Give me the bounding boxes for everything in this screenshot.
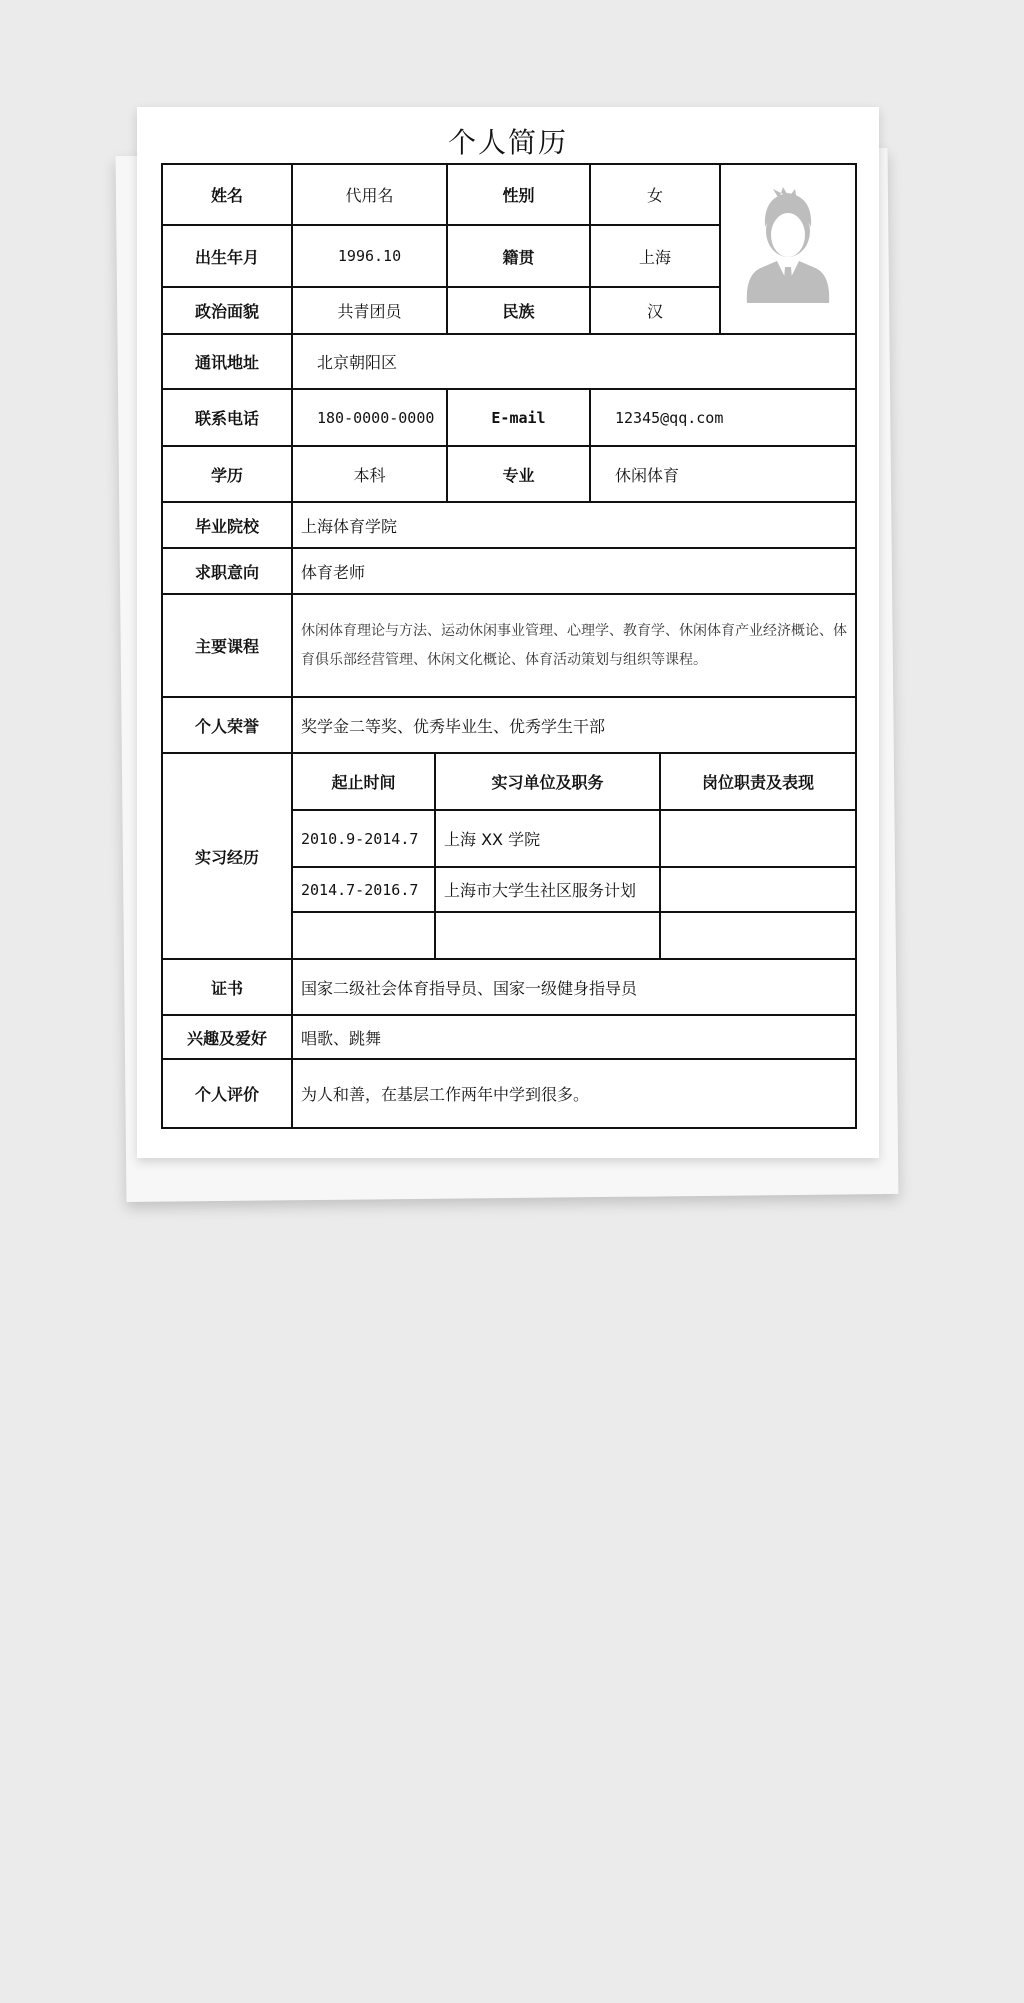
origin-value: 上海 <box>590 225 720 287</box>
certificates-label: 证书 <box>162 959 292 1015</box>
internship-period: 2010.9-2014.7 <box>293 810 435 867</box>
resume-page <box>137 107 879 1158</box>
education-label: 学历 <box>162 446 292 502</box>
courses-value: 休闲体育理论与方法、运动休闲事业管理、心理学、教育学、休闲体育产业经济概论、体育俱乐部经营管理、休闲文化概论、体育活动策划与组织等课程。 <box>292 594 856 697</box>
hobbies-value: 唱歌、跳舞 <box>292 1015 856 1059</box>
hobbies-label: 兴趣及爱好 <box>162 1015 292 1059</box>
school-label: 毕业院校 <box>162 502 292 548</box>
internship-header-unit: 实习单位及职务 <box>435 754 660 810</box>
political-label: 政治面貌 <box>162 287 292 334</box>
resume-table <box>161 163 857 1129</box>
gender-value: 女 <box>590 164 720 225</box>
gender-label: 性别 <box>447 164 590 225</box>
ethnicity-value: 汉 <box>590 287 720 334</box>
major-value: 休闲体育 <box>590 446 856 502</box>
objective-label: 求职意向 <box>162 548 292 594</box>
name-label: 姓名 <box>162 164 292 225</box>
address-label: 通讯地址 <box>162 334 292 389</box>
honors-value: 奖学金二等奖、优秀毕业生、优秀学生干部 <box>292 697 856 753</box>
internship-period <box>293 912 435 958</box>
photo-cell <box>720 164 856 334</box>
certificates-value: 国家二级社会体育指导员、国家一级健身指导员 <box>292 959 856 1015</box>
courses-label: 主要课程 <box>162 594 292 697</box>
internship-header-duties: 岗位职责及表现 <box>660 754 855 810</box>
page-title: 个人简历 <box>447 126 568 159</box>
address-value: 北京朝阳区 <box>292 334 856 389</box>
table-row <box>293 810 855 867</box>
table-row <box>293 912 855 958</box>
internship-period: 2014.7-2016.7 <box>293 867 435 912</box>
internship-duties <box>660 810 855 867</box>
avatar-icon <box>743 187 833 307</box>
objective-value: 体育老师 <box>292 548 856 594</box>
email-value: 12345@qq.com <box>590 389 856 446</box>
political-value: 共青团员 <box>292 287 447 334</box>
school-value: 上海体育学院 <box>292 502 856 548</box>
internship-unit: 上海 XX 学院 <box>435 810 660 867</box>
internship-unit: 上海市大学生社区服务计划 <box>435 867 660 912</box>
internship-cell <box>292 753 856 959</box>
internship-table <box>293 754 855 958</box>
internship-duties <box>660 867 855 912</box>
internship-unit <box>435 912 660 958</box>
internship-duties <box>660 912 855 958</box>
email-label: E-mail <box>447 389 590 446</box>
origin-label: 籍贯 <box>447 225 590 287</box>
ethnicity-label: 民族 <box>447 287 590 334</box>
phone-value: 180-0000-0000 <box>292 389 447 446</box>
internship-header-period: 起止时间 <box>293 754 435 810</box>
evaluation-label: 个人评价 <box>162 1059 292 1128</box>
birth-label: 出生年月 <box>162 225 292 287</box>
evaluation-value: 为人和善，在基层工作两年中学到很多。 <box>292 1059 856 1128</box>
name-value: 代用名 <box>292 164 447 225</box>
major-label: 专业 <box>447 446 590 502</box>
honors-label: 个人荣誉 <box>162 697 292 753</box>
education-value: 本科 <box>292 446 447 502</box>
internship-label: 实习经历 <box>162 753 292 959</box>
birth-value: 1996.10 <box>292 225 447 287</box>
phone-label: 联系电话 <box>162 389 292 446</box>
table-row <box>293 867 855 912</box>
